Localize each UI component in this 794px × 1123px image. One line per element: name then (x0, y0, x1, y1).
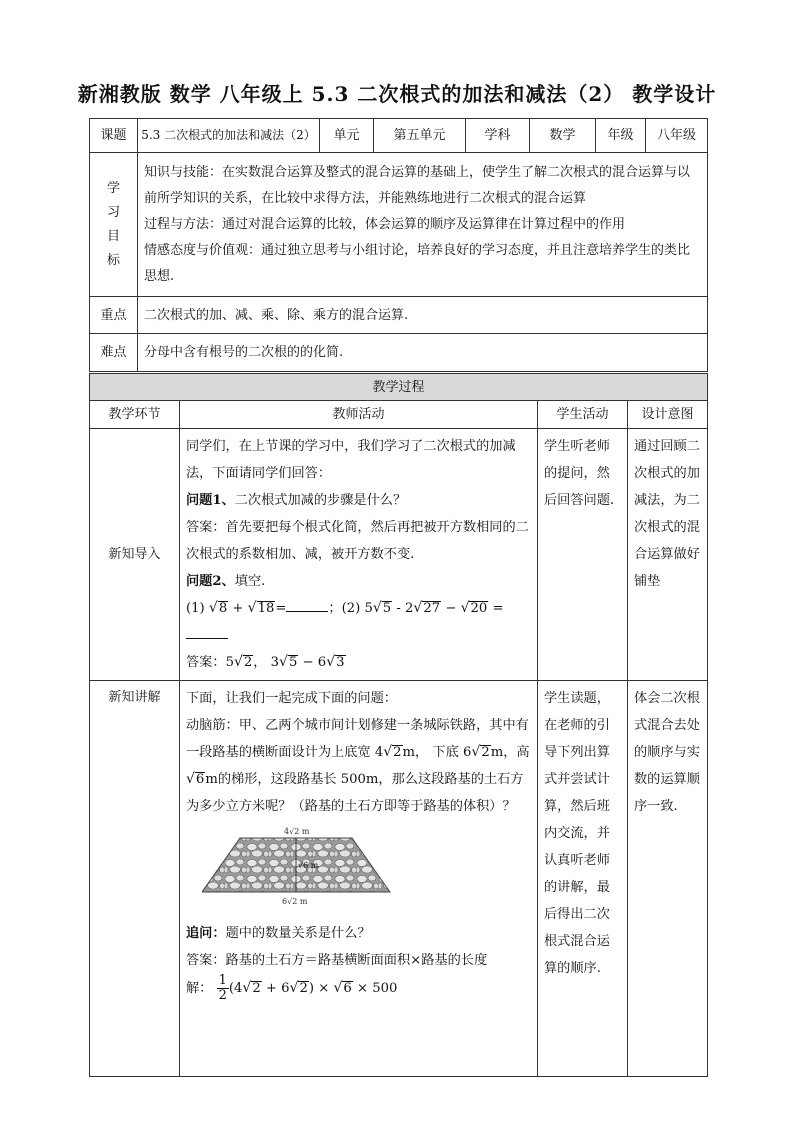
course-value: 5.3 二次根式的加法和减法（2） (138, 119, 320, 153)
answer-2: 答案：5√2， 3√5 − 6√3 (186, 654, 345, 670)
unit-label: 单元 (320, 119, 374, 153)
goal-knowledge: 知识与技能：在实数混合运算及整式的混合运算的基础上，使学生了解二次根式的混合运算与以前所学知识的关系，在比较中求得方法，并能熟练地进行二次根式的混合运算 (144, 164, 691, 206)
header-student: 学生活动 (538, 401, 628, 429)
goals-cell (138, 153, 708, 297)
fig-bottom-label: 6√2 m (282, 897, 308, 906)
difficult-label: 难点 (90, 334, 138, 372)
answer-1: 答案：首先要把每个根式化简，然后再把被开方数相同的二次根式的系数相加、减，被开方数不变. (186, 520, 529, 562)
key-value: 二次根式的加、减、乘、除、乘方的混合运算. (138, 297, 708, 334)
trapezoid-diagram (202, 826, 392, 908)
grade-label: 年级 (596, 119, 646, 153)
question-2: 问题2、填空. (186, 574, 266, 589)
student-intro: 学生听老师的提问，然后回答问题. (538, 429, 628, 681)
subject-label: 学科 (466, 119, 530, 153)
student-explain: 学生读题，在老师的引导下列出算式并尝试计算，然后班内交流，并认真听老师的讲解，最后得出二次根式混合运算的顺序. (538, 681, 628, 1077)
goal-process: 过程与方法：通过对混合运算的比较，体会运算的顺序及运算律在计算过程中的作用 (144, 216, 626, 232)
follow-question: 追问：题中的数量关系是什么？ (186, 926, 371, 941)
teacher-intro-cell (180, 429, 538, 681)
trapezoid-figure (202, 826, 531, 918)
course-label: 课题 (90, 119, 138, 153)
design-explain: 体会二次根式混合去处的顺序与实数的运算顺序一致. (628, 681, 708, 1077)
header-teacher: 教师活动 (180, 401, 538, 429)
stage-explain: 新知讲解 (90, 681, 180, 1077)
grade-value: 八年级 (646, 119, 708, 153)
process-table (89, 373, 708, 1077)
follow-answer: 答案：路基的土石方＝路基横断面面积×路基的长度 (186, 953, 488, 968)
info-table (89, 118, 708, 372)
teacher-explain-cell (180, 681, 538, 1077)
stage-intro: 新知导入 (90, 429, 180, 681)
fig-mid-label: √6 m (298, 861, 319, 870)
difficult-value: 分母中含有根号的二次根的的化简. (138, 334, 708, 372)
subject-value: 数学 (530, 119, 596, 153)
intro-text: 同学们，在上节课的学习中，我们学习了二次根式的加减法，下面请同学们回答： (186, 439, 516, 481)
fig-top-label: 4√2 m (284, 827, 310, 836)
goal-attitude: 情感态度与价值观：通过独立思考与小组讨论，培养良好的学习态度，并且注意培养学生的类比思想. (144, 242, 691, 284)
solution-line: 解： $\frac{1}{2}$ (4√2 + 6√2) × √6 × 500 (186, 973, 398, 1003)
header-stage: 教学环节 (90, 401, 180, 429)
unit-value: 第五单元 (374, 119, 466, 153)
header-design: 设计意图 (628, 401, 708, 429)
question-1: 问题1、二次根式加减的步骤是什么？ (186, 493, 407, 508)
key-label: 重点 (90, 297, 138, 334)
goals-label: 学习目标 (90, 153, 138, 297)
fill-blank-line: (1) √8 + √18= ；(2) 5√5 - 2√27 − √20 = (186, 595, 531, 649)
problem-text: 动脑筋：甲、乙两个城市间计划修建一条城际铁路，其中有一段路基的横断面设计为上底宽 4√2m， 下底 6√2m，高 √6m的梯形，这段路基长 500m，那么这段路基的土石方为多少立方米呢？（路基的土石方即等于路基的体积）？ (186, 718, 530, 814)
page-title: 新湘教版 数学 八年级上 5.3 二次根式的加法和减法（2） 教学设计 (77, 82, 717, 106)
process-banner: 教学过程 (90, 374, 708, 401)
explain-intro: 下面，让我们一起完成下面的问题： (186, 691, 397, 706)
design-intro: 通过回顾二次根式的加减法，为二次根式的混合运算做好铺垫 (628, 429, 708, 681)
